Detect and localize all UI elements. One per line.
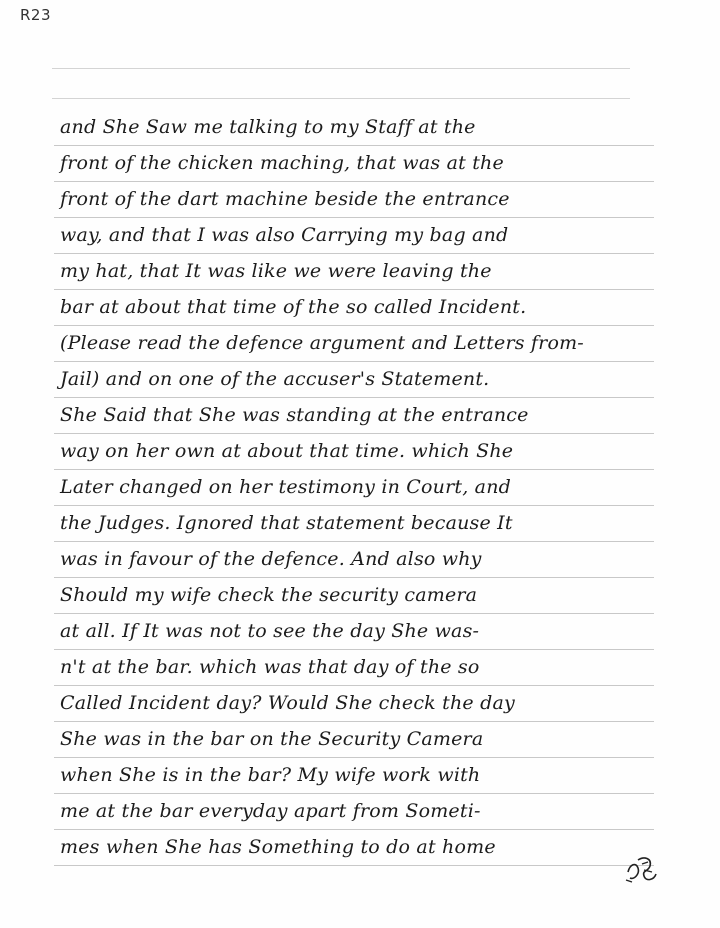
page-reference: R23 [20, 6, 52, 24]
text-line: Called Incident day? Would She check the day [54, 686, 654, 722]
text-line: and She Saw me talking to my Staff at the [54, 110, 654, 146]
text-line: front of the dart machine beside the entrance [54, 182, 654, 218]
text-line: (Please read the defence argument and Letters from- [54, 326, 654, 362]
text-line: n't at the bar. which was that day of the so [54, 650, 654, 686]
initials-scribble-icon [622, 850, 662, 886]
text-line: when She is in the bar? My wife work with [54, 758, 654, 794]
text-line: way on her own at about that time. which She [54, 434, 654, 470]
text-line: front of the chicken maching, that was at the [54, 146, 654, 182]
text-line: at all. If It was not to see the day She was- [54, 614, 654, 650]
text-line: Should my wife check the security camera [54, 578, 654, 614]
text-line: She was in the bar on the Security Camera [54, 722, 654, 758]
text-line: She Said that She was standing at the entrance [54, 398, 654, 434]
text-line: was in favour of the defence. And also why [54, 542, 654, 578]
text-line: mes when She has Something to do at home [54, 830, 654, 866]
text-line: me at the bar everyday apart from Someti- [54, 794, 654, 830]
text-line: the Judges. Ignored that statement because It [54, 506, 654, 542]
text-line: Jail) and on one of the accuser's Statement. [54, 362, 654, 398]
text-line: Later changed on her testimony in Court, and [54, 470, 654, 506]
text-line: my hat, that It was like we were leaving the [54, 254, 654, 290]
text-line: bar at about that time of the so called Incident. [54, 290, 654, 326]
text-line: way, and that I was also Carrying my bag and [54, 218, 654, 254]
